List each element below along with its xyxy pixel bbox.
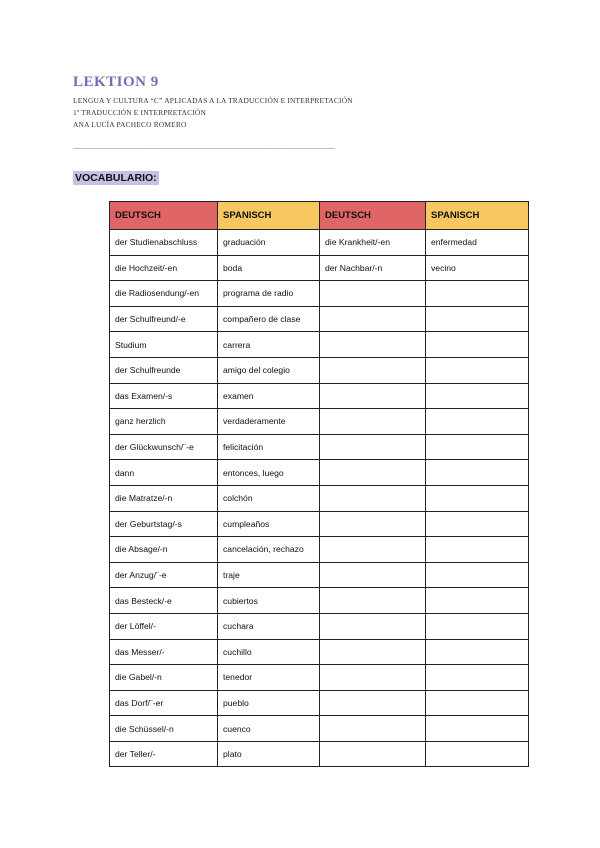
- german-term-cell: [320, 306, 426, 332]
- table-row: [110, 409, 529, 435]
- german-term-cell: [320, 613, 426, 639]
- spanish-term-cell: felicitación: [218, 434, 320, 460]
- spanish-term-cell: graduación: [218, 230, 320, 256]
- german-term-cell: [320, 716, 426, 742]
- german-term-cell: der Geburtstag/-s: [110, 511, 218, 537]
- spanish-term-cell: [426, 357, 529, 383]
- german-term-cell: [320, 485, 426, 511]
- spanish-term-cell: examen: [218, 383, 320, 409]
- spanish-term-cell: pueblo: [218, 690, 320, 716]
- spanish-term-cell: entonces, luego: [218, 460, 320, 486]
- table-row: [110, 562, 529, 588]
- spanish-term-cell: [426, 613, 529, 639]
- table-row: [110, 485, 529, 511]
- author-name: ANA LUCÍA PACHECO ROMERO: [73, 120, 187, 129]
- table-row: [110, 716, 529, 742]
- german-term-cell: der Schulfreunde: [110, 357, 218, 383]
- spanish-term-cell: cuchillo: [218, 639, 320, 665]
- spanish-term-cell: carrera: [218, 332, 320, 358]
- spanish-term-cell: [426, 460, 529, 486]
- table-row: [110, 281, 529, 307]
- spanish-term-cell: verdaderamente: [218, 409, 320, 435]
- spanish-term-cell: [426, 716, 529, 742]
- header-deutsch: DEUTSCH: [110, 202, 218, 230]
- header-deutsch: DEUTSCH: [320, 202, 426, 230]
- german-term-cell: der Schulfreund/-e: [110, 306, 218, 332]
- spanish-term-cell: colchón: [218, 485, 320, 511]
- divider-line: _______________________________________________________________: [73, 140, 335, 149]
- spanish-term-cell: [426, 383, 529, 409]
- german-term-cell: dann: [110, 460, 218, 486]
- table-row: [110, 741, 529, 767]
- spanish-term-cell: [426, 281, 529, 307]
- spanish-term-cell: cumpleaños: [218, 511, 320, 537]
- german-term-cell: der Studienabschluss: [110, 230, 218, 256]
- spanish-term-cell: [426, 639, 529, 665]
- german-term-cell: der Löffel/-: [110, 613, 218, 639]
- degree-name: 1º TRADUCCIÓN E INTERPRETACIÓN: [73, 108, 206, 117]
- spanish-term-cell: [426, 332, 529, 358]
- spanish-term-cell: boda: [218, 255, 320, 281]
- spanish-term-cell: cancelación, rechazo: [218, 537, 320, 563]
- german-term-cell: die Schüssel/-n: [110, 716, 218, 742]
- table-row: [110, 383, 529, 409]
- german-term-cell: [320, 409, 426, 435]
- german-term-cell: das Besteck/-e: [110, 588, 218, 614]
- table-row: [110, 230, 529, 256]
- course-name: LENGUA Y CULTURA “C” APLICADAS A LA TRADUCCIÓN E INTERPRETACIÓN: [73, 96, 353, 105]
- german-term-cell: [320, 357, 426, 383]
- german-term-cell: [320, 460, 426, 486]
- spanish-term-cell: [426, 511, 529, 537]
- german-term-cell: [320, 511, 426, 537]
- german-term-cell: Studium: [110, 332, 218, 358]
- german-term-cell: [320, 434, 426, 460]
- table-row: [110, 537, 529, 563]
- table-header-row: [110, 202, 529, 230]
- table-row: [110, 639, 529, 665]
- spanish-term-cell: vecino: [426, 255, 529, 281]
- german-term-cell: der Nachbar/-n: [320, 255, 426, 281]
- spanish-term-cell: [426, 434, 529, 460]
- german-term-cell: [320, 665, 426, 691]
- spanish-term-cell: [426, 485, 529, 511]
- table-row: [110, 511, 529, 537]
- spanish-term-cell: amigo del colegio: [218, 357, 320, 383]
- german-term-cell: der Glückwunsch/¨-e: [110, 434, 218, 460]
- spanish-term-cell: [426, 690, 529, 716]
- german-term-cell: [320, 639, 426, 665]
- spanish-term-cell: compañero de clase: [218, 306, 320, 332]
- table-row: [110, 434, 529, 460]
- spanish-term-cell: [426, 741, 529, 767]
- german-term-cell: [320, 562, 426, 588]
- german-term-cell: die Matratze/-n: [110, 485, 218, 511]
- spanish-term-cell: [426, 562, 529, 588]
- german-term-cell: die Krankheit/-en: [320, 230, 426, 256]
- german-term-cell: die Gabel/-n: [110, 665, 218, 691]
- german-term-cell: [320, 588, 426, 614]
- vocabulary-table: [109, 201, 529, 767]
- spanish-term-cell: [426, 409, 529, 435]
- table-row: [110, 255, 529, 281]
- spanish-term-cell: cubiertos: [218, 588, 320, 614]
- page-title: LEKTION 9: [73, 74, 159, 90]
- header-spanisch: SPANISCH: [218, 202, 320, 230]
- german-term-cell: [320, 383, 426, 409]
- spanish-term-cell: cuenco: [218, 716, 320, 742]
- spanish-term-cell: [426, 665, 529, 691]
- spanish-term-cell: [426, 537, 529, 563]
- german-term-cell: der Teller/-: [110, 741, 218, 767]
- spanish-term-cell: [426, 306, 529, 332]
- spanish-term-cell: cuchara: [218, 613, 320, 639]
- german-term-cell: [320, 537, 426, 563]
- spanish-term-cell: traje: [218, 562, 320, 588]
- german-term-cell: das Examen/-s: [110, 383, 218, 409]
- german-term-cell: der Anzug/¨-e: [110, 562, 218, 588]
- german-term-cell: das Messer/-: [110, 639, 218, 665]
- spanish-term-cell: tenedor: [218, 665, 320, 691]
- german-term-cell: [320, 281, 426, 307]
- table-row: [110, 357, 529, 383]
- german-term-cell: ganz herzlich: [110, 409, 218, 435]
- header-spanisch: SPANISCH: [426, 202, 529, 230]
- table-row: [110, 332, 529, 358]
- spanish-term-cell: programa de radio: [218, 281, 320, 307]
- german-term-cell: die Radiosendung/-en: [110, 281, 218, 307]
- german-term-cell: die Hochzeit/-en: [110, 255, 218, 281]
- german-term-cell: [320, 690, 426, 716]
- table-row: [110, 665, 529, 691]
- table-row: [110, 306, 529, 332]
- table-row: [110, 690, 529, 716]
- german-term-cell: die Absage/-n: [110, 537, 218, 563]
- spanish-term-cell: plato: [218, 741, 320, 767]
- german-term-cell: [320, 741, 426, 767]
- spanish-term-cell: enfermedad: [426, 230, 529, 256]
- table-row: [110, 613, 529, 639]
- table-row: [110, 460, 529, 486]
- section-heading: VOCABULARIO:: [75, 172, 157, 184]
- table-row: [110, 588, 529, 614]
- german-term-cell: [320, 332, 426, 358]
- spanish-term-cell: [426, 588, 529, 614]
- german-term-cell: das Dorf/¨-er: [110, 690, 218, 716]
